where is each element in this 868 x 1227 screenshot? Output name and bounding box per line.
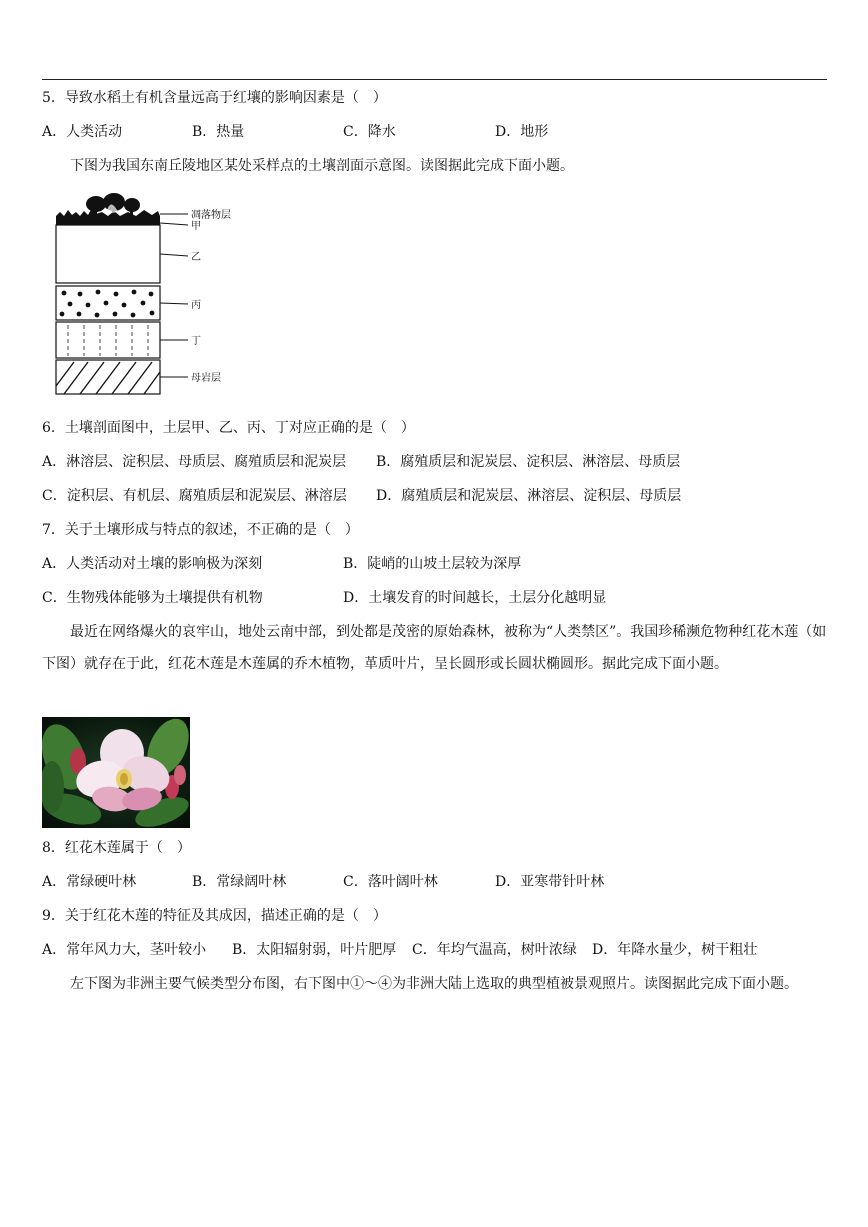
q8-option-a: A．常绿硬叶林 — [42, 874, 137, 890]
q7-option-a: A．人类活动对土壤的影响极为深刻 — [42, 556, 263, 572]
header-rule — [42, 79, 827, 80]
label-jia: 甲 — [191, 221, 201, 232]
label-bedrock: 母岩层 — [191, 373, 221, 384]
q8-option-b: B．常绿阔叶林 — [192, 874, 287, 890]
soil-profile-figure — [48, 190, 268, 400]
q8-option-d: D．亚寒带针叶林 — [495, 874, 605, 890]
label-litter: 凋落物层 — [191, 210, 231, 221]
label-yi: 乙 — [191, 252, 201, 263]
q8-stem: 8．红花木莲属于（ ） — [42, 840, 191, 856]
q5-option-c: C．降水 — [343, 124, 396, 140]
q9-option-c: C．年均气温高，树叶浓绿 — [412, 942, 577, 958]
q6-option-a: A．淋溶层、淀积层、母质层、腐殖质层和泥炭层 — [42, 454, 347, 470]
q9-option-a: A．常年风力大，茎叶较小 — [42, 942, 207, 958]
q5-option-a: A．人类活动 — [42, 124, 123, 140]
q7-option-d: D．土壤发育的时间越长，土层分化越明显 — [343, 590, 607, 606]
magnolia-photo — [42, 717, 190, 828]
q9-stem: 9．关于红花木莲的特征及其成因，描述正确的是（ ） — [42, 908, 387, 924]
litter-vegetation — [56, 193, 160, 224]
q8-option-c: C．落叶阔叶林 — [343, 874, 438, 890]
intro-magnolia: 最近在网络爆火的哀牢山，地处云南中部，到处都是茂密的原始森林，被称为“人类禁区”。我国珍稀濒危物种红花木莲（如下图）就存在于此，红花木莲是木莲属的乔木植物，革质叶片，呈长圆形或长圆状椭圆形。据此完成下面小题。 — [42, 624, 827, 672]
q5-stem: 5．导致水稻土有机含量远高于红壤的影响因素是（ ） — [42, 90, 387, 106]
q6-option-b: B．腐殖质层和泥炭层、淀积层、淋溶层、母质层 — [376, 454, 681, 470]
q7-option-b: B．陡峭的山坡土层较为深厚 — [343, 556, 522, 572]
q7-stem: 7．关于土壤形成与特点的叙述，不正确的是（ ） — [42, 522, 359, 538]
q5-option-d: D．地形 — [495, 124, 549, 140]
q6-option-c: C．淀积层、有机层、腐殖质层和泥炭层、淋溶层 — [42, 488, 347, 504]
label-ding: 丁 — [191, 336, 201, 347]
intro-soil-profile: 下图为我国东南丘陵地区某处采样点的土壤剖面示意图。读图据此完成下面小题。 — [70, 158, 574, 174]
q9-option-b: B．太阳辐射弱，叶片肥厚 — [232, 942, 397, 958]
q9-option-d: D．年降水量少，树干粗壮 — [592, 942, 758, 958]
intro-africa: 左下图为非洲主要气候类型分布图，右下图中①～④为非洲大陆上选取的典型植被景观照片。读图据此完成下面小题。 — [70, 976, 798, 992]
q6-option-d: D．腐殖质层和泥炭层、淋溶层、淀积层、母质层 — [376, 488, 682, 504]
q7-option-c: C．生物残体能够为土壤提供有机物 — [42, 590, 263, 606]
q5-option-b: B．热量 — [192, 124, 245, 140]
label-bing: 丙 — [191, 300, 201, 311]
q6-stem: 6．土壤剖面图中，土层甲、乙、丙、丁对应正确的是（ ） — [42, 420, 415, 436]
